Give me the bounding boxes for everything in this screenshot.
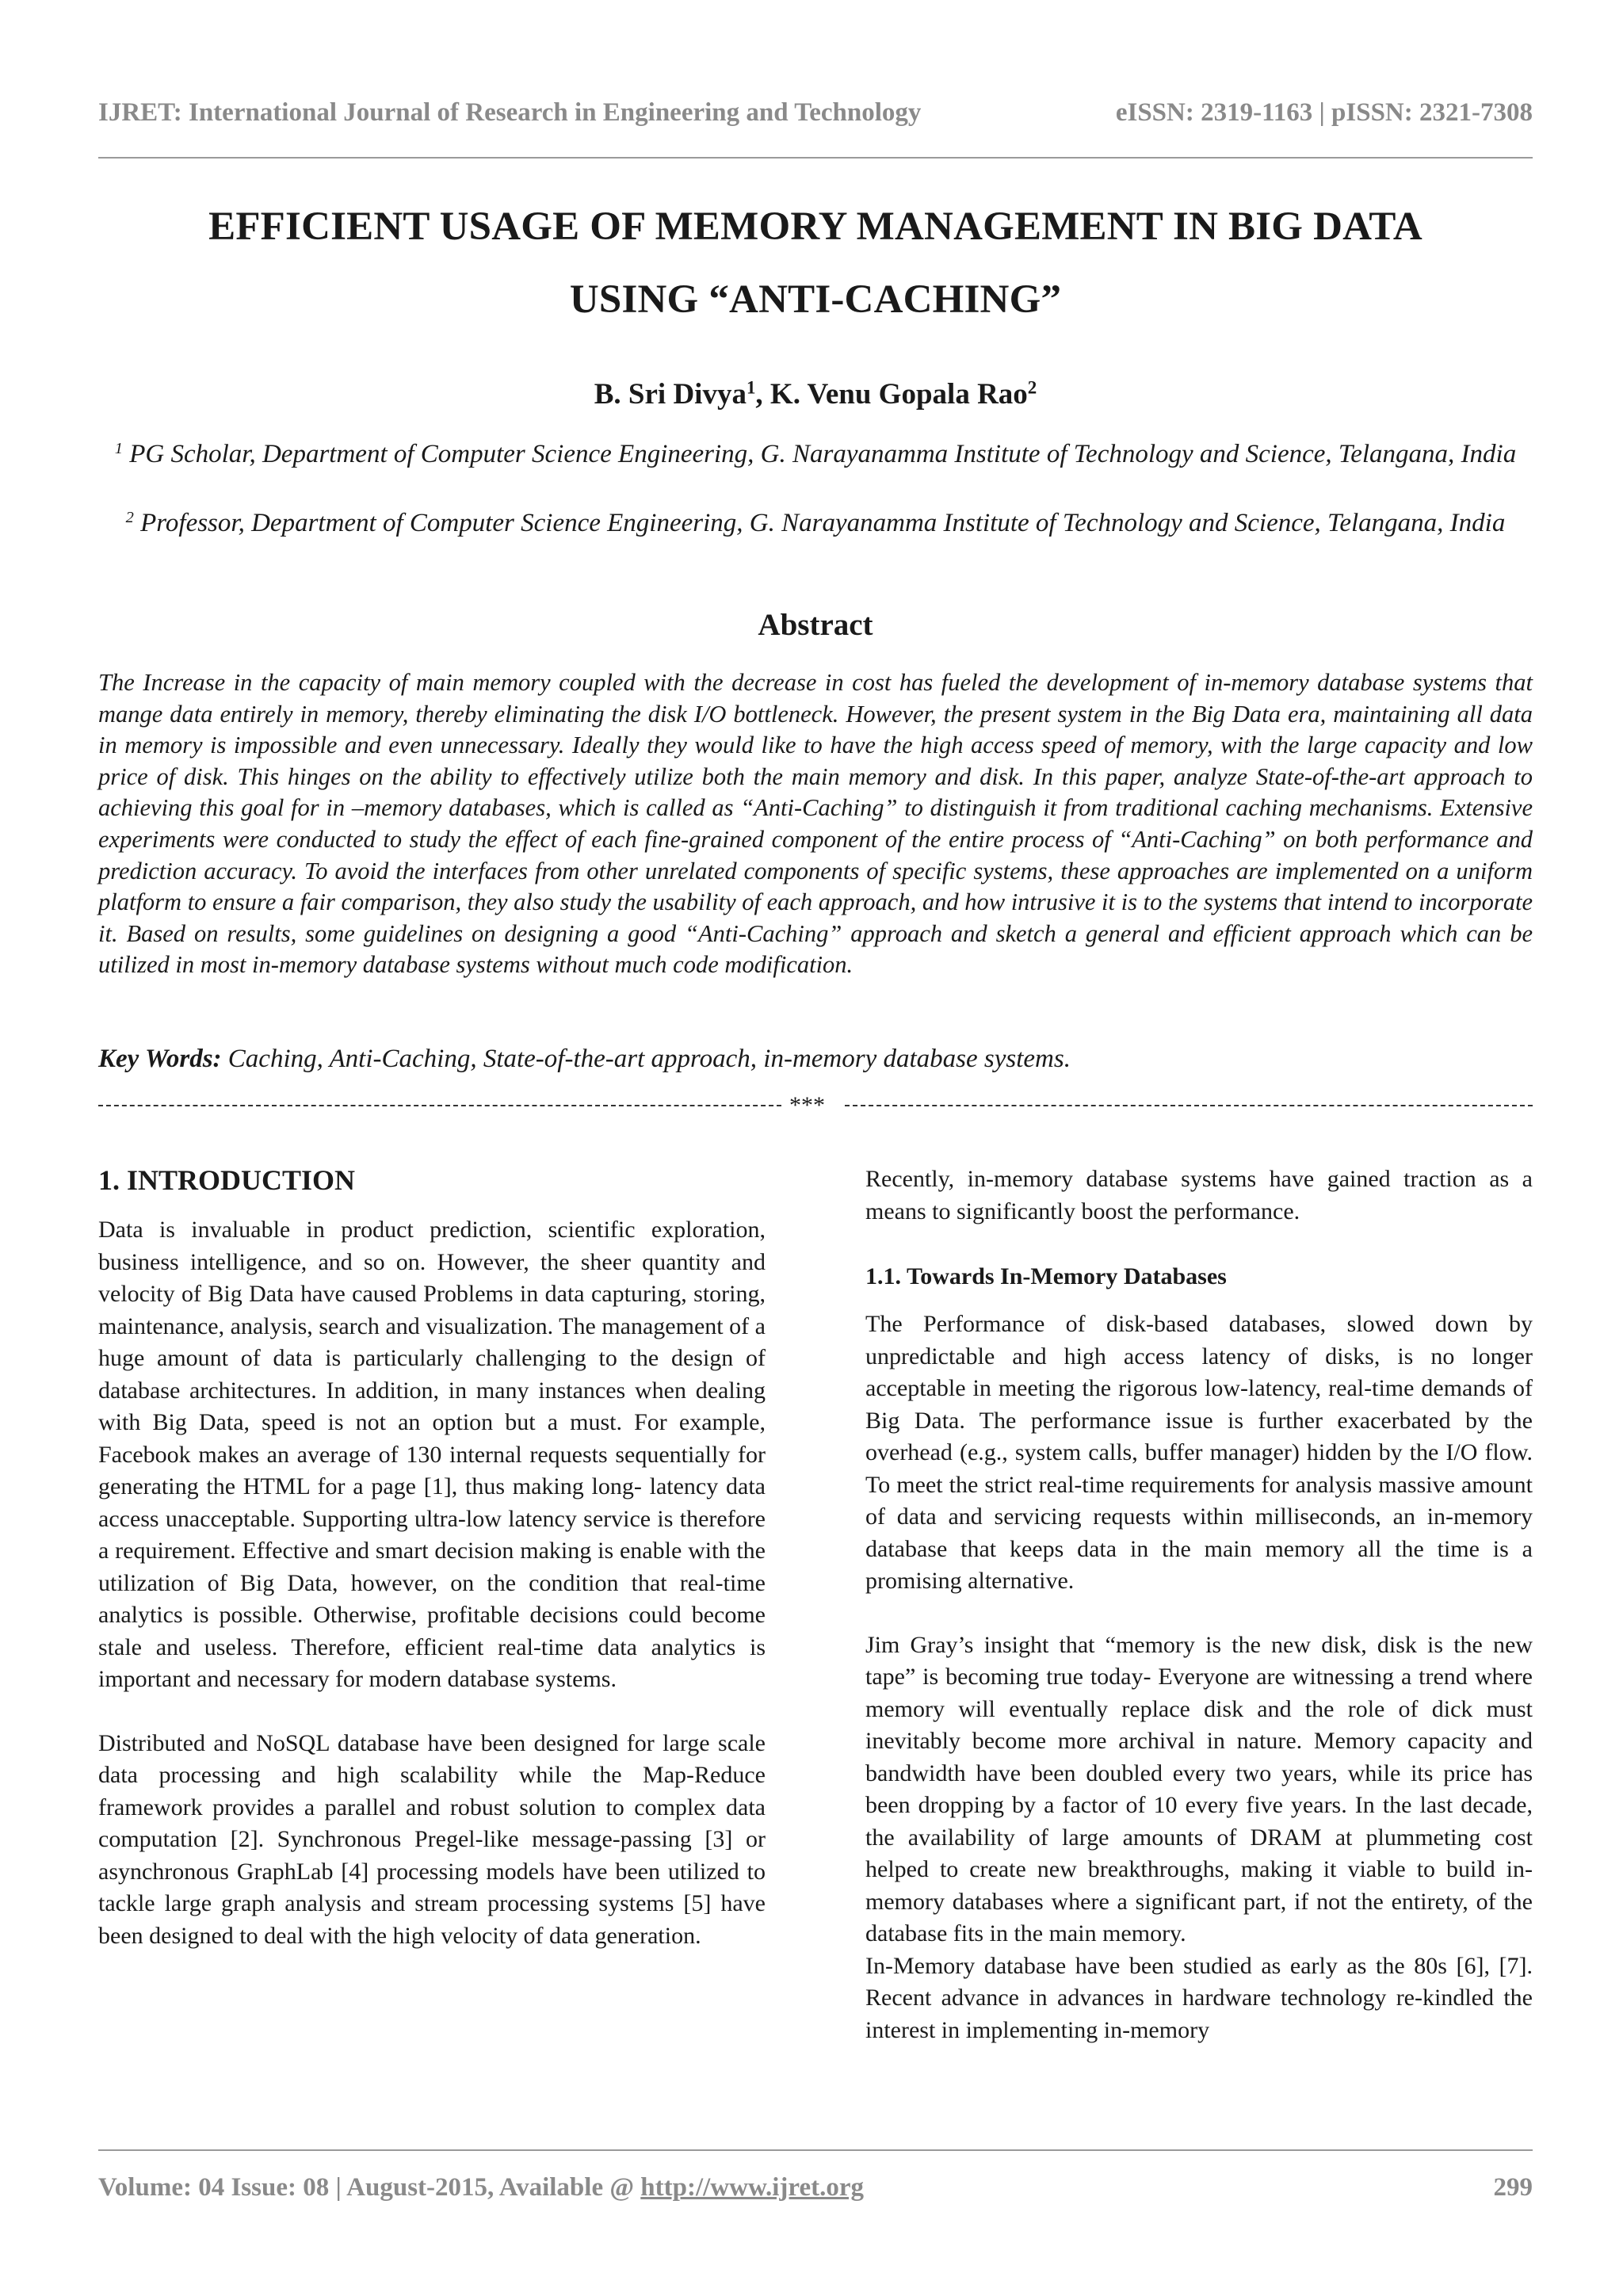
left-column <box>98 1214 766 1952</box>
header-rule <box>98 157 1533 159</box>
author-separator: , <box>755 378 770 411</box>
keywords <box>98 1045 1533 1074</box>
affiliation <box>98 507 1533 540</box>
body-paragraph: In-Memory database have been studied as early as the 80s [6], [7]. Recent advance in advances in hardware technology re-kindled the interest in implementing in-memory <box>865 1952 1533 2043</box>
separator-stars: *** <box>789 1092 825 1118</box>
affiliation-text: PG Scholar, Department of Computer Science Engineering, G. Narayanamma Institute of Technology and Science, Telangana, India <box>122 440 1517 468</box>
page-footer <box>98 2173 1533 2205</box>
author-name: K. Venu Gopala Rao <box>769 378 1028 411</box>
paper-title-line-2: USING “ANTI-CACHING” <box>569 277 1062 322</box>
author-superscript: 2 <box>1027 377 1037 398</box>
separator-dash <box>845 1105 1533 1106</box>
affiliation <box>98 438 1533 471</box>
journal-link[interactable]: http://www.ijret.org <box>640 2173 864 2202</box>
page-number: 299 <box>1493 2173 1533 2202</box>
affiliation-superscript: 2 <box>125 508 134 526</box>
section-separator <box>98 1092 1533 1121</box>
author-name: B. Sri Divya <box>594 378 747 411</box>
footer-volume-info: Volume: 04 Issue: 08 | August-2015, Available @ <box>98 2173 641 2202</box>
right-column-intro <box>865 1163 1533 1228</box>
right-column <box>865 1308 1533 2046</box>
abstract-text: The Increase in the capacity of main memory coupled with the decrease in cost has fueled the development of in-memory database systems that mange data entirely in memory, thereby eliminating the disk I/O bottleneck. However, the present system in the Big Data era, maintaining all data in memory is impossible and even unnecessary. Ideally they would like to have the high access speed of memory, with the large capacity and low price of disk. This hinges on the ability to effectively utilize both the main memory and disk. In this paper, analyze State-of-the-art approach to achieving this goal for in –memory databases, which is called as “Anti-Caching” to distinguish it from traditional caching mechanisms. Extensive experiments were conducted to study the effect of each fine-grained component of the entire process of “Anti-Caching” on both performance and prediction accuracy. To avoid the interfaces from other unrelated components of specific systems, these approaches are implemented on a uniform platform to ensure a fair comparison, they also study the usability of each approach, and how intrusive it is to the systems that intend to incorporate it. Based on results, some guidelines on designing a good “Anti-Caching” approach and sketch a general and efficient approach which can be utilized in most in-memory database systems without much code modification. <box>98 669 1533 979</box>
affiliation-superscript: 1 <box>114 439 123 457</box>
keywords-label: Key Words: <box>98 1045 222 1073</box>
author-list <box>98 377 1533 411</box>
subsection-heading: 1.1. Towards In-Memory Databases <box>865 1263 1227 1289</box>
body-paragraph: Distributed and NoSQL database have been designed for large scale data processing and high scalability while the Map-Reduce framework provides a parallel and robust solution to complex data computation [2]. Synchronous Pregel-like message-passing [3] or asynchronous GraphLab [4] processing models have been utilized to tackle large graph analysis and stream processing systems [5] have been designed to deal with the high velocity of data generation. <box>98 1729 766 1949</box>
section-heading: 1. INTRODUCTION <box>98 1164 356 1196</box>
keywords-text: Caching, Anti-Caching, State-of-the-art approach, in-memory database systems. <box>221 1045 1071 1073</box>
body-paragraph: Recently, in-memory database systems have gained traction as a means to significantly boost the performance. <box>865 1166 1533 1224</box>
abstract-heading: Abstract <box>758 608 873 642</box>
footer-rule <box>98 2149 1533 2151</box>
affiliation-text: Professor, Department of Computer Science Engineering, G. Narayanamma Institute of Technology and Science, Telangana, India <box>133 509 1506 537</box>
issn-info: eISSN: 2319-1163 | pISSN: 2321-7308 <box>1115 98 1533 127</box>
footer-text <box>98 2173 864 2202</box>
body-paragraph: Jim Gray’s insight that “memory is the new disk, disk is the new tape” is becoming true today- Everyone are witnessing a trend where memory will eventually replace disk and the role of dick must inevitably become more archival in nature. Memory capacity and bandwidth have been doubled every two years, while its price has been dropping by a factor of 10 every five years. In the last decade, the availability of large amounts of DRAM at plummeting cost helped to create new breakthroughs, making it viable to build in-memory databases where a significant part, if not the entirety, of the database fits in the main memory. <box>865 1631 1533 1946</box>
body-paragraph: Data is invaluable in product prediction, scientific exploration, business intelligence, and so on. However, the sheer quantity and velocity of Big Data have caused Problems in data capturing, storing, maintenance, analysis, search and visualization. The management of a huge amount of data is particularly challenging to the design of database architectures. In addition, in many instances when dealing with Big Data, speed is not an option but a must. For example, Facebook makes an average of 130 internal requests sequentially for generating the HTML for a page [1], thus making long- latency data access unacceptable. Supporting ultra-low latency service is therefore a requirement. Effective and smart decision making is enable with the utilization of Big Data, however, on the condition that real-time analytics is possible. Otherwise, profitable decisions could become stale and useless. Therefore, efficient real-time data analytics is important and necessary for modern database systems. <box>98 1217 766 1692</box>
body-paragraph: The Performance of disk-based databases, slowed down by unpredictable and high access latency of disks, is no longer acceptable in meeting the rigorous low-latency, real-time demands of Big Data. The performance issue is further exacerbated by the overhead (e.g., system calls, buffer manager) hidden by the I/O flow. To meet the strict real-time requirements for analysis massive amount of data and servicing requests within milliseconds, an in-memory database that keeps data in the main memory all the time is a promising alternative. <box>865 1311 1533 1594</box>
running-header <box>98 98 1533 130</box>
paper-title-line-1: EFFICIENT USAGE OF MEMORY MANAGEMENT IN BIG DATA <box>208 204 1423 249</box>
author-superscript: 1 <box>746 377 756 398</box>
separator-dash <box>98 1105 781 1106</box>
journal-name: IJRET: International Journal of Research in Engineering and Technology <box>98 98 922 127</box>
